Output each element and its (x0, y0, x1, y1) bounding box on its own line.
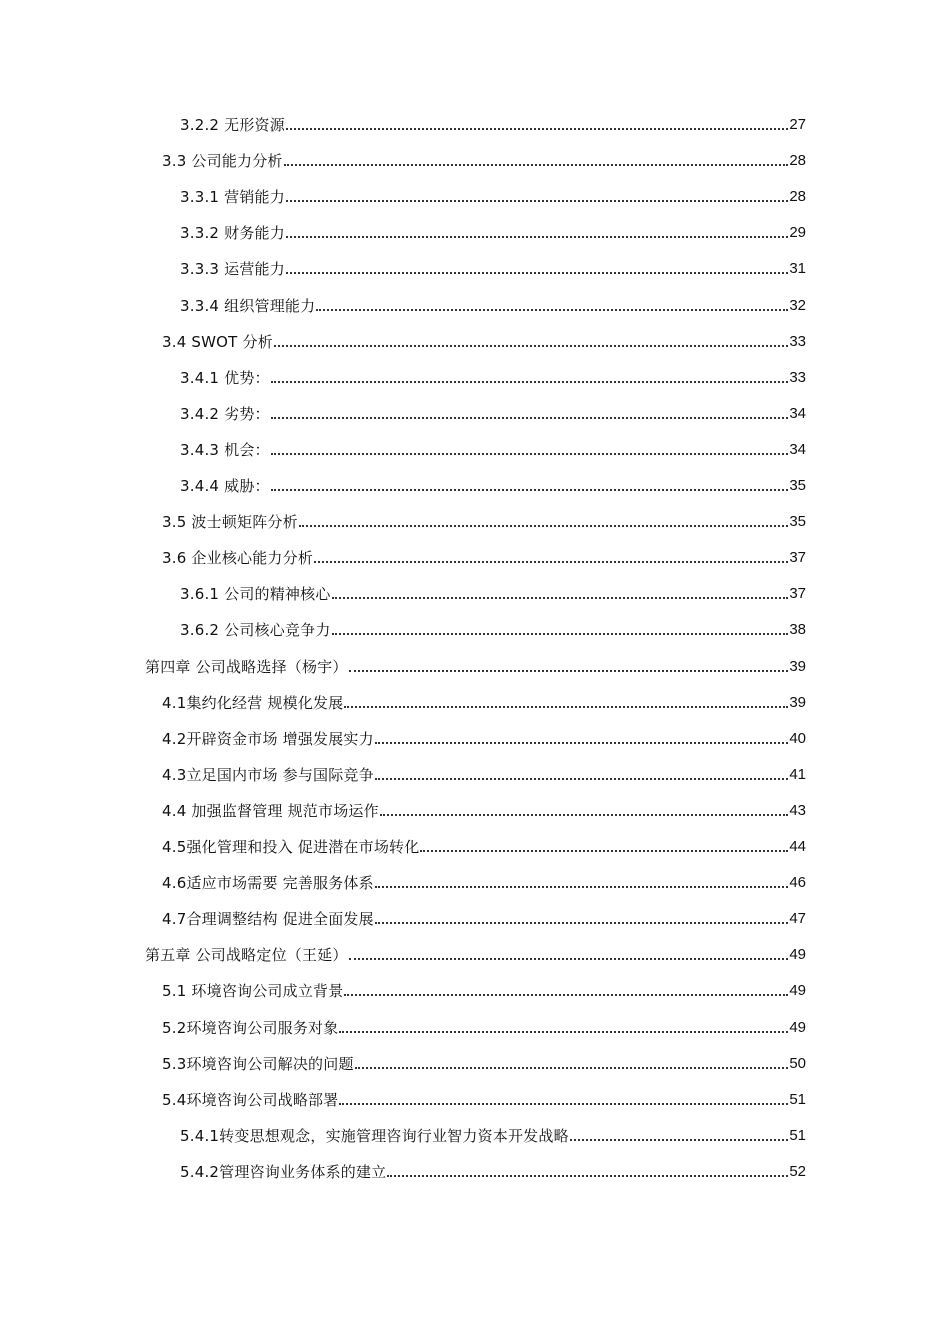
toc-entry-page-number: 34 (789, 440, 806, 458)
dot-leader (339, 1103, 788, 1105)
toc-entry-page-number: 37 (789, 549, 806, 567)
toc-entry[interactable] (162, 904, 806, 928)
toc-entry-title: 3.4.1 优势： (180, 368, 270, 387)
toc-entry-page-number: 40 (789, 729, 806, 747)
toc-entry-title: 3.4.3 机会： (180, 440, 270, 459)
toc-entry-page-number: 52 (789, 1162, 806, 1180)
dot-leader (271, 417, 789, 419)
toc-entry-page-number: 47 (789, 910, 806, 928)
toc-entry[interactable] (180, 579, 806, 603)
toc-entry-title: 4.3立足国内市场 参与国际竞争 (162, 765, 374, 784)
toc-entry-page-number: 31 (789, 260, 806, 278)
toc-entry-page-number: 46 (789, 874, 806, 892)
dot-leader (274, 345, 788, 347)
toc-entry[interactable] (162, 832, 806, 856)
toc-entry-page-number: 39 (789, 657, 806, 675)
toc-entry[interactable] (180, 218, 806, 242)
toc-entry[interactable] (162, 1085, 806, 1109)
toc-entry-title: 第四章 公司战略选择（杨宇） (145, 657, 348, 676)
toc-entry[interactable] (180, 1121, 806, 1145)
toc-entry[interactable] (180, 182, 806, 206)
toc-entry[interactable] (180, 110, 806, 134)
toc-entry-page-number: 33 (789, 368, 806, 386)
toc-entry[interactable] (162, 327, 806, 351)
toc-entry-page-number: 38 (789, 621, 806, 639)
dot-leader (380, 814, 789, 816)
toc-entry[interactable] (180, 363, 806, 387)
toc-entry-page-number: 33 (789, 332, 806, 350)
toc-entry[interactable] (162, 724, 806, 748)
toc-entry-title: 5.1 环境咨询公司成立背景 (162, 982, 344, 1001)
toc-entry-page-number: 51 (789, 1090, 806, 1108)
dot-leader (570, 1139, 789, 1141)
toc-entry-page-number: 39 (789, 693, 806, 711)
dot-leader (271, 489, 789, 491)
dot-leader (387, 1175, 788, 1177)
toc-entry-page-number: 51 (789, 1126, 806, 1144)
toc-entry-title: 3.4.4 威胁： (180, 477, 270, 495)
toc-entry[interactable] (180, 471, 806, 495)
toc-entry-page-number: 35 (789, 477, 806, 494)
toc-entry-title: 5.4.1转变思想观念，实施管理咨询行业智力资本开发战略 (180, 1126, 569, 1145)
toc-entry-title: 3.4 SWOT 分析 (162, 332, 273, 351)
toc-entry-page-number: 49 (789, 982, 806, 1000)
toc-entry[interactable] (162, 688, 806, 712)
toc-entry-page-number: 29 (789, 224, 806, 242)
toc-entry-title: 4.4 加强监督管理 规范市场运作 (162, 801, 379, 820)
dot-leader (355, 1067, 789, 1069)
toc-entry-page-number: 28 (789, 152, 806, 170)
dot-leader (286, 236, 788, 238)
toc-entry-page-number: 49 (789, 946, 806, 964)
toc-entry-title: 4.7合理调整结构 促进全面发展 (162, 910, 374, 929)
dot-leader (299, 525, 788, 527)
toc-entry-page-number: 43 (789, 801, 806, 819)
toc-entry[interactable] (162, 543, 806, 567)
dot-leader (332, 597, 789, 599)
toc-entry-page-number: 32 (789, 296, 806, 314)
toc-entry-title: 5.2环境咨询公司服务对象 (162, 1018, 339, 1037)
toc-entry-page-number: 41 (789, 765, 806, 783)
dot-leader (375, 742, 788, 744)
dot-leader (271, 453, 789, 455)
toc-entry-page-number: 35 (789, 513, 806, 531)
toc-entry[interactable] (162, 146, 806, 170)
toc-entry-page-number: 44 (789, 838, 806, 855)
toc-entry-page-number: 37 (789, 585, 806, 603)
toc-entry-title: 3.2.2 无形资源 (180, 116, 285, 134)
dot-leader (344, 706, 788, 708)
toc-entry-title: 3.3.2 财务能力 (180, 224, 285, 243)
dot-leader (284, 164, 789, 166)
toc-entry[interactable] (180, 399, 806, 423)
toc-entry-title: 5.4环境咨询公司战略部署 (162, 1090, 339, 1109)
toc-entry-title: 3.5 波士顿矩阵分析 (162, 513, 298, 532)
toc-entry[interactable] (145, 652, 806, 676)
toc-entry[interactable] (162, 760, 806, 784)
dot-leader (420, 850, 788, 852)
toc-entry-page-number: 28 (789, 188, 806, 206)
dot-leader (375, 886, 788, 888)
toc-entry-title: 4.1集约化经营 规模化发展 (162, 693, 344, 712)
toc-entry[interactable] (180, 435, 806, 459)
toc-entry[interactable] (162, 868, 806, 892)
dot-leader (286, 200, 788, 202)
dot-leader (286, 272, 788, 274)
dot-leader (349, 670, 789, 672)
toc-entry-title: 3.6 企业核心能力分析 (162, 549, 314, 568)
toc-entry[interactable] (162, 976, 806, 1000)
toc-entry[interactable] (180, 254, 806, 278)
dot-leader (375, 778, 788, 780)
dot-leader (339, 1031, 788, 1033)
toc-entry-title: 第五章 公司战略定位（王延） (145, 946, 348, 965)
dot-leader (316, 309, 788, 311)
toc-entry-title: 3.6.2 公司核心竞争力 (180, 621, 331, 640)
dot-leader (314, 561, 788, 563)
dot-leader (344, 994, 788, 996)
toc-entry-title: 5.3环境咨询公司解决的问题 (162, 1054, 354, 1073)
toc-entry-title: 3.3.4 组织管理能力 (180, 296, 316, 315)
toc-entry[interactable] (180, 1157, 806, 1181)
toc-entry-page-number: 50 (789, 1054, 806, 1072)
toc-entry-page-number: 49 (789, 1018, 806, 1036)
toc-entry-page-number: 27 (789, 116, 806, 133)
dot-leader (271, 381, 789, 383)
toc-entry-title: 3.3.1 营销能力 (180, 188, 285, 207)
toc-entry-title: 3.4.2 劣势： (180, 404, 270, 423)
toc-entry-title: 3.6.1 公司的精神核心 (180, 585, 331, 604)
dot-leader (375, 922, 788, 924)
toc-entry[interactable] (162, 1049, 806, 1073)
toc-entry[interactable] (162, 507, 806, 531)
toc-entry[interactable] (162, 796, 806, 820)
toc-entry[interactable] (145, 940, 806, 964)
toc-entry-title: 3.3 公司能力分析 (162, 152, 283, 171)
dot-leader (286, 128, 788, 130)
toc-entry-page-number: 34 (789, 404, 806, 422)
toc-entry-title: 4.6适应市场需要 完善服务体系 (162, 874, 374, 893)
toc-entry-title: 5.4.2管理咨询业务体系的建立 (180, 1162, 387, 1181)
toc-entry-title: 3.3.3 运营能力 (180, 260, 285, 279)
toc-entry-title: 4.5强化管理和投入 促进潜在市场转化 (162, 838, 420, 856)
toc-entry[interactable] (180, 291, 806, 315)
toc-entry[interactable] (162, 1013, 806, 1037)
toc-entry-title: 4.2开辟资金市场 增强发展实力 (162, 729, 374, 748)
toc-entry[interactable] (180, 615, 806, 639)
dot-leader (349, 958, 789, 960)
dot-leader (332, 633, 789, 635)
